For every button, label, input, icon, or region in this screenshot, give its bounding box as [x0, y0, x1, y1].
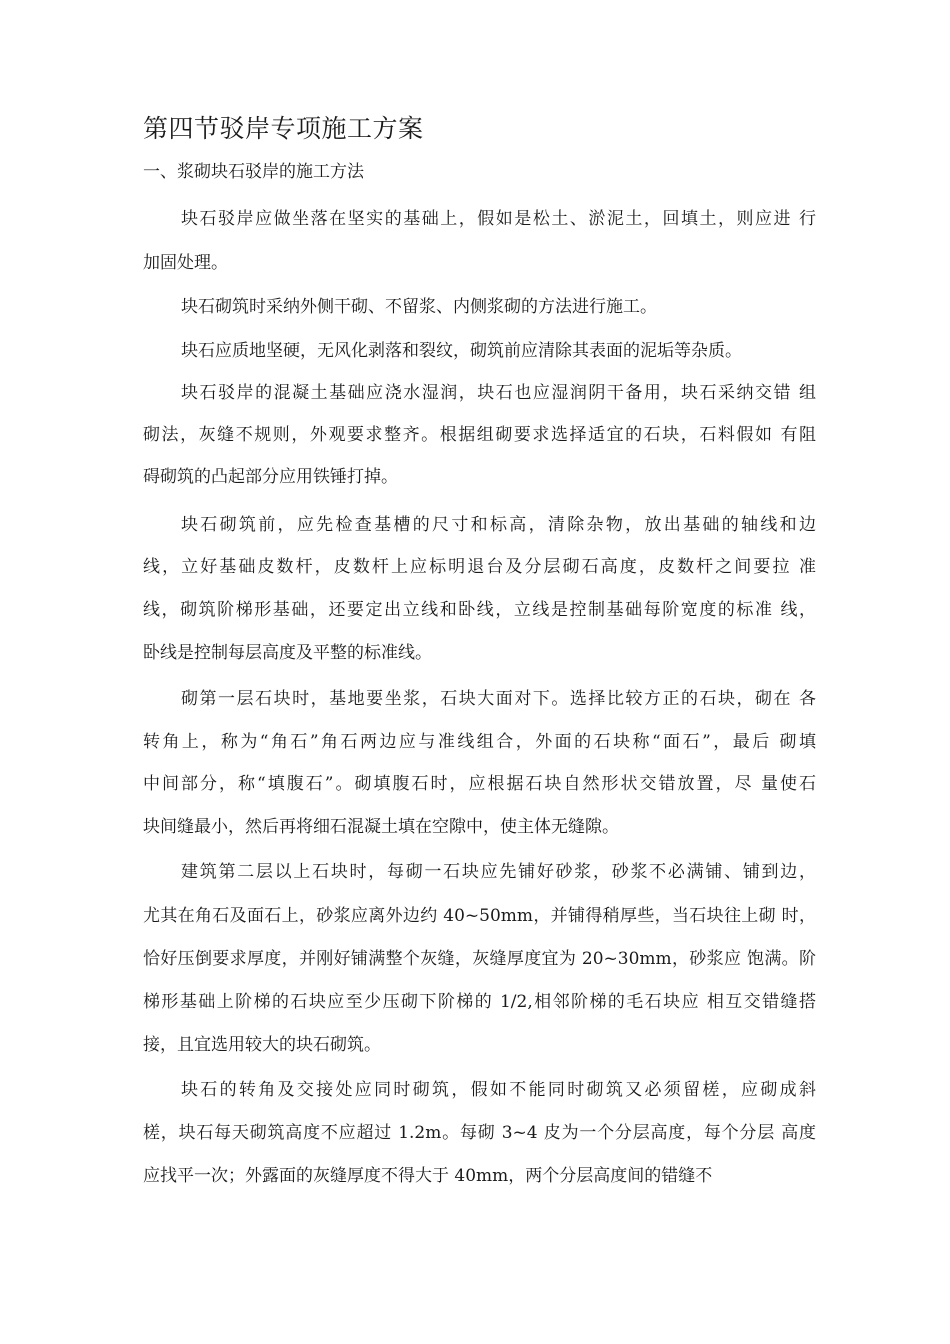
paragraph-line: 块石驳岸应做坐落在坚实的基础上，假如是松土、淤泥土，回填土，则应进 行	[181, 209, 816, 229]
paragraph-line: 梯形基础上阶梯的石块应至少压砌下阶梯的 1/2,相邻阶梯的毛石块应 相互交错缝搭	[143, 992, 816, 1012]
paragraph-line: 中间部分，称“填腹石”。砌填腹石时，应根据石块自然形状交错放置，尽 量使石	[143, 774, 816, 794]
paragraph-line: 块石应质地坚硬，无风化剥落和裂纹，砌筑前应清除其表面的泥垢等杂质。	[181, 341, 742, 361]
paragraph-line: 尤其在角石及面石上，砂浆应离外边约 40~50mm，并铺得稍厚些，当石块往上砌 时，	[143, 906, 816, 926]
paragraph-line: 卧线是控制每层高度及平整的标准线。	[143, 643, 432, 663]
paragraph-line: 线，立好基础皮数杆，皮数杆上应标明退台及分层砌石高度，皮数杆之间要拉 准	[143, 557, 816, 577]
paragraph-line: 碍砌筑的凸起部分应用铁锤打掉。	[143, 467, 398, 487]
paragraph-line: 砌法，灰缝不规则，外观要求整齐。根据组砌要求选择适宜的石块，石料假如 有阻	[143, 425, 816, 445]
paragraph-line: 砌第一层石块时，基地要坐浆，石块大面对下。选择比较方正的石块，砌在 各	[181, 689, 816, 709]
paragraph-line: 槎，块石每天砌筑高度不应超过 1.2m。每砌 3~4 皮为一个分层高度，每个分层 高度	[143, 1123, 816, 1143]
paragraph-line: 块石砌筑前，应先检查基槽的尺寸和标高，清除杂物，放出基础的轴线和边	[181, 515, 816, 535]
subsection-heading: 一、浆砌块石驳岸的施工方法	[143, 162, 364, 182]
section-title: 第四节驳岸专项施工方案	[143, 114, 424, 143]
paragraph-line: 块石驳岸的混凝土基础应浇水湿润，块石也应湿润阴干备用，块石采纳交错 组	[181, 383, 816, 403]
paragraph-line: 块间缝最小，然后再将细石混凝土填在空隙中，使主体无缝隙。	[143, 817, 619, 837]
paragraph-line: 接，且宜选用较大的块石砌筑。	[143, 1035, 381, 1055]
paragraph-line: 建筑第二层以上石块时，每砌一石块应先铺好砂浆，砂浆不必满铺、铺到边，	[181, 862, 816, 882]
paragraph-line: 线，砌筑阶梯形基础，还要定出立线和卧线，立线是控制基础每阶宽度的标准 线，	[143, 600, 816, 620]
paragraph-line: 转角上，称为“角石”角石两边应与准线组合，外面的石块称“面石”，最后 砌填	[143, 732, 816, 752]
paragraph-line: 应找平一次；外露面的灰缝厚度不得大于 40mm，两个分层高度间的错缝不	[143, 1166, 713, 1186]
paragraph-line: 块石的转角及交接处应同时砌筑，假如不能同时砌筑又必须留槎，应砌成斜	[181, 1080, 816, 1100]
paragraph-line: 块石砌筑时采纳外侧干砌、不留浆、内侧浆砌的方法进行施工。	[181, 297, 657, 317]
paragraph-line: 恰好压倒要求厚度，并刚好铺满整个灰缝，灰缝厚度宜为 20~30mm，砂浆应 饱满。阶	[143, 949, 816, 969]
paragraph-line: 加固处理。	[143, 253, 228, 273]
